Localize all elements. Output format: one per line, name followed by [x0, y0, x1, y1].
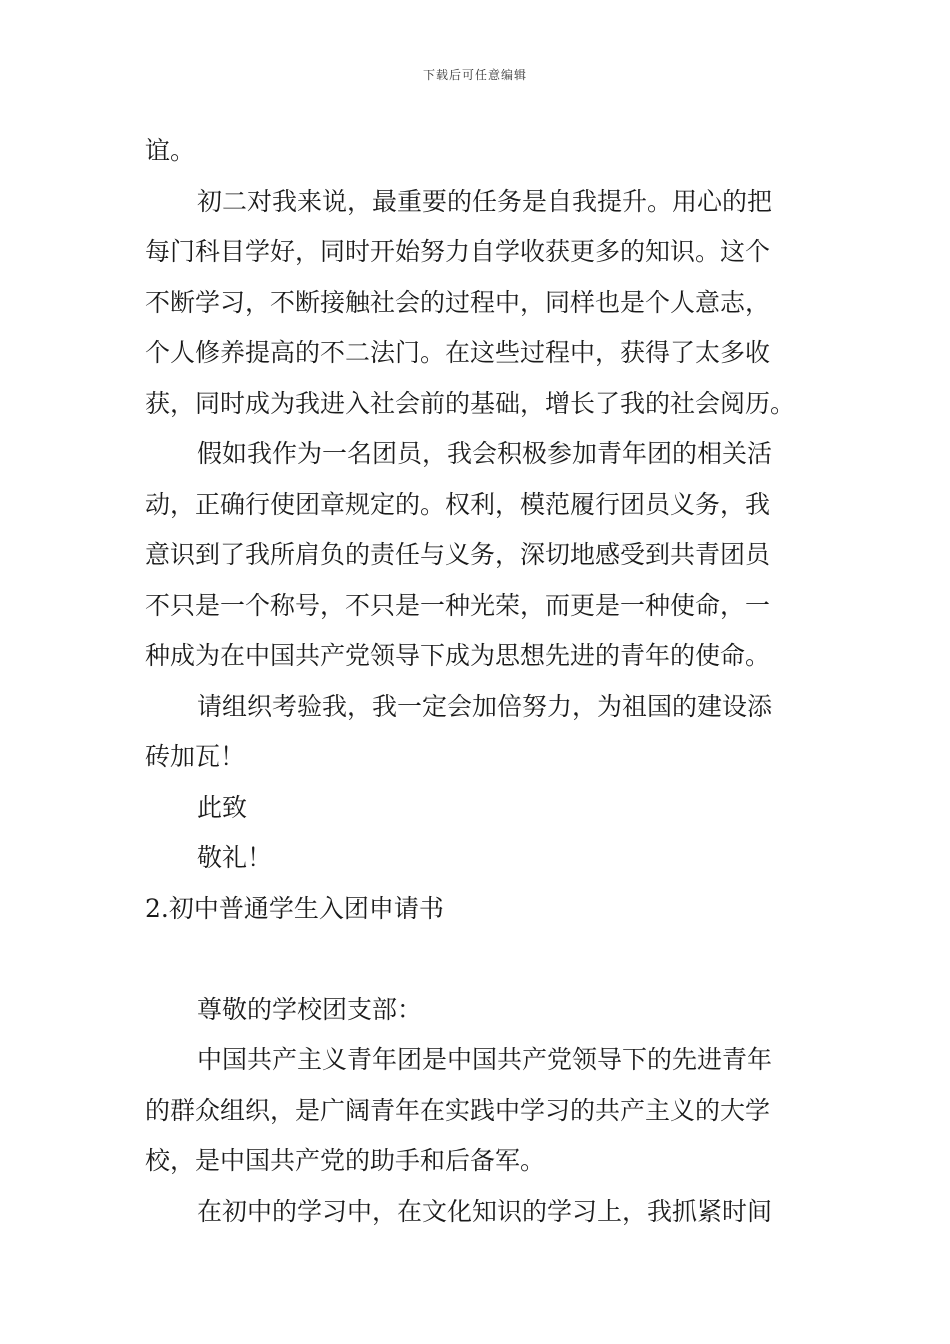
text-line: 砖加瓦！ — [145, 742, 246, 771]
greeting: 尊敬的学校团支部： — [197, 994, 423, 1024]
text-line: 动，正确行使团章规定的。权利，模范履行团员义务，我 — [145, 489, 771, 519]
text-line: 的群众组织，是广阔青年在实践中学习的共产主义的大学 — [145, 1095, 771, 1125]
text-line: 个人修养提高的不二法门。在这些过程中，获得了太多收 — [145, 338, 771, 367]
closing-regards: 敬礼！ — [197, 843, 273, 872]
text-line: 种成为在中国共产党领导下成为思想先进的青年的使命。 — [145, 641, 771, 670]
text-line: 在初中的学习中，在文化知识的学习上，我抓紧时间 — [197, 1196, 773, 1226]
section-heading: 2.初中普通学生入团申请书 — [145, 893, 444, 923]
page-header: 下载后可任意编辑 — [422, 68, 527, 82]
text-line: 意识到了我所肩负的责任与义务，深切地感受到共青团员 — [145, 540, 771, 569]
text-line: 不只是一个称号，不只是一种光荣，而更是一种使命，一 — [145, 590, 771, 620]
text-line: 谊。 — [145, 136, 196, 165]
blank-line — [145, 934, 810, 985]
text-line: 假如我作为一名团员，我会积极参加青年团的相关活 — [197, 439, 773, 468]
text-line: 获，同时成为我进入社会前的基础，增长了我的社会阅历。 — [145, 388, 796, 418]
text-line: 不断学习，不断接触社会的过程中，同样也是个人意志， — [145, 287, 771, 317]
text-line: 每门科目学好，同时开始努力自学收获更多的知识。这个 — [145, 237, 771, 266]
document-body — [145, 126, 810, 1237]
text-line: 中国共产主义青年团是中国共产党领导下的先进青年 — [197, 1045, 773, 1074]
text-line: 初二对我来说，最重要的任务是自我提升。用心的把 — [197, 186, 773, 216]
text-line: 校，是中国共产党的助手和后备军。 — [145, 1146, 546, 1175]
text-line: 请组织考验我，我一定会加倍努力，为祖国的建设添 — [197, 691, 773, 721]
closing-salutation: 此致 — [197, 792, 248, 822]
